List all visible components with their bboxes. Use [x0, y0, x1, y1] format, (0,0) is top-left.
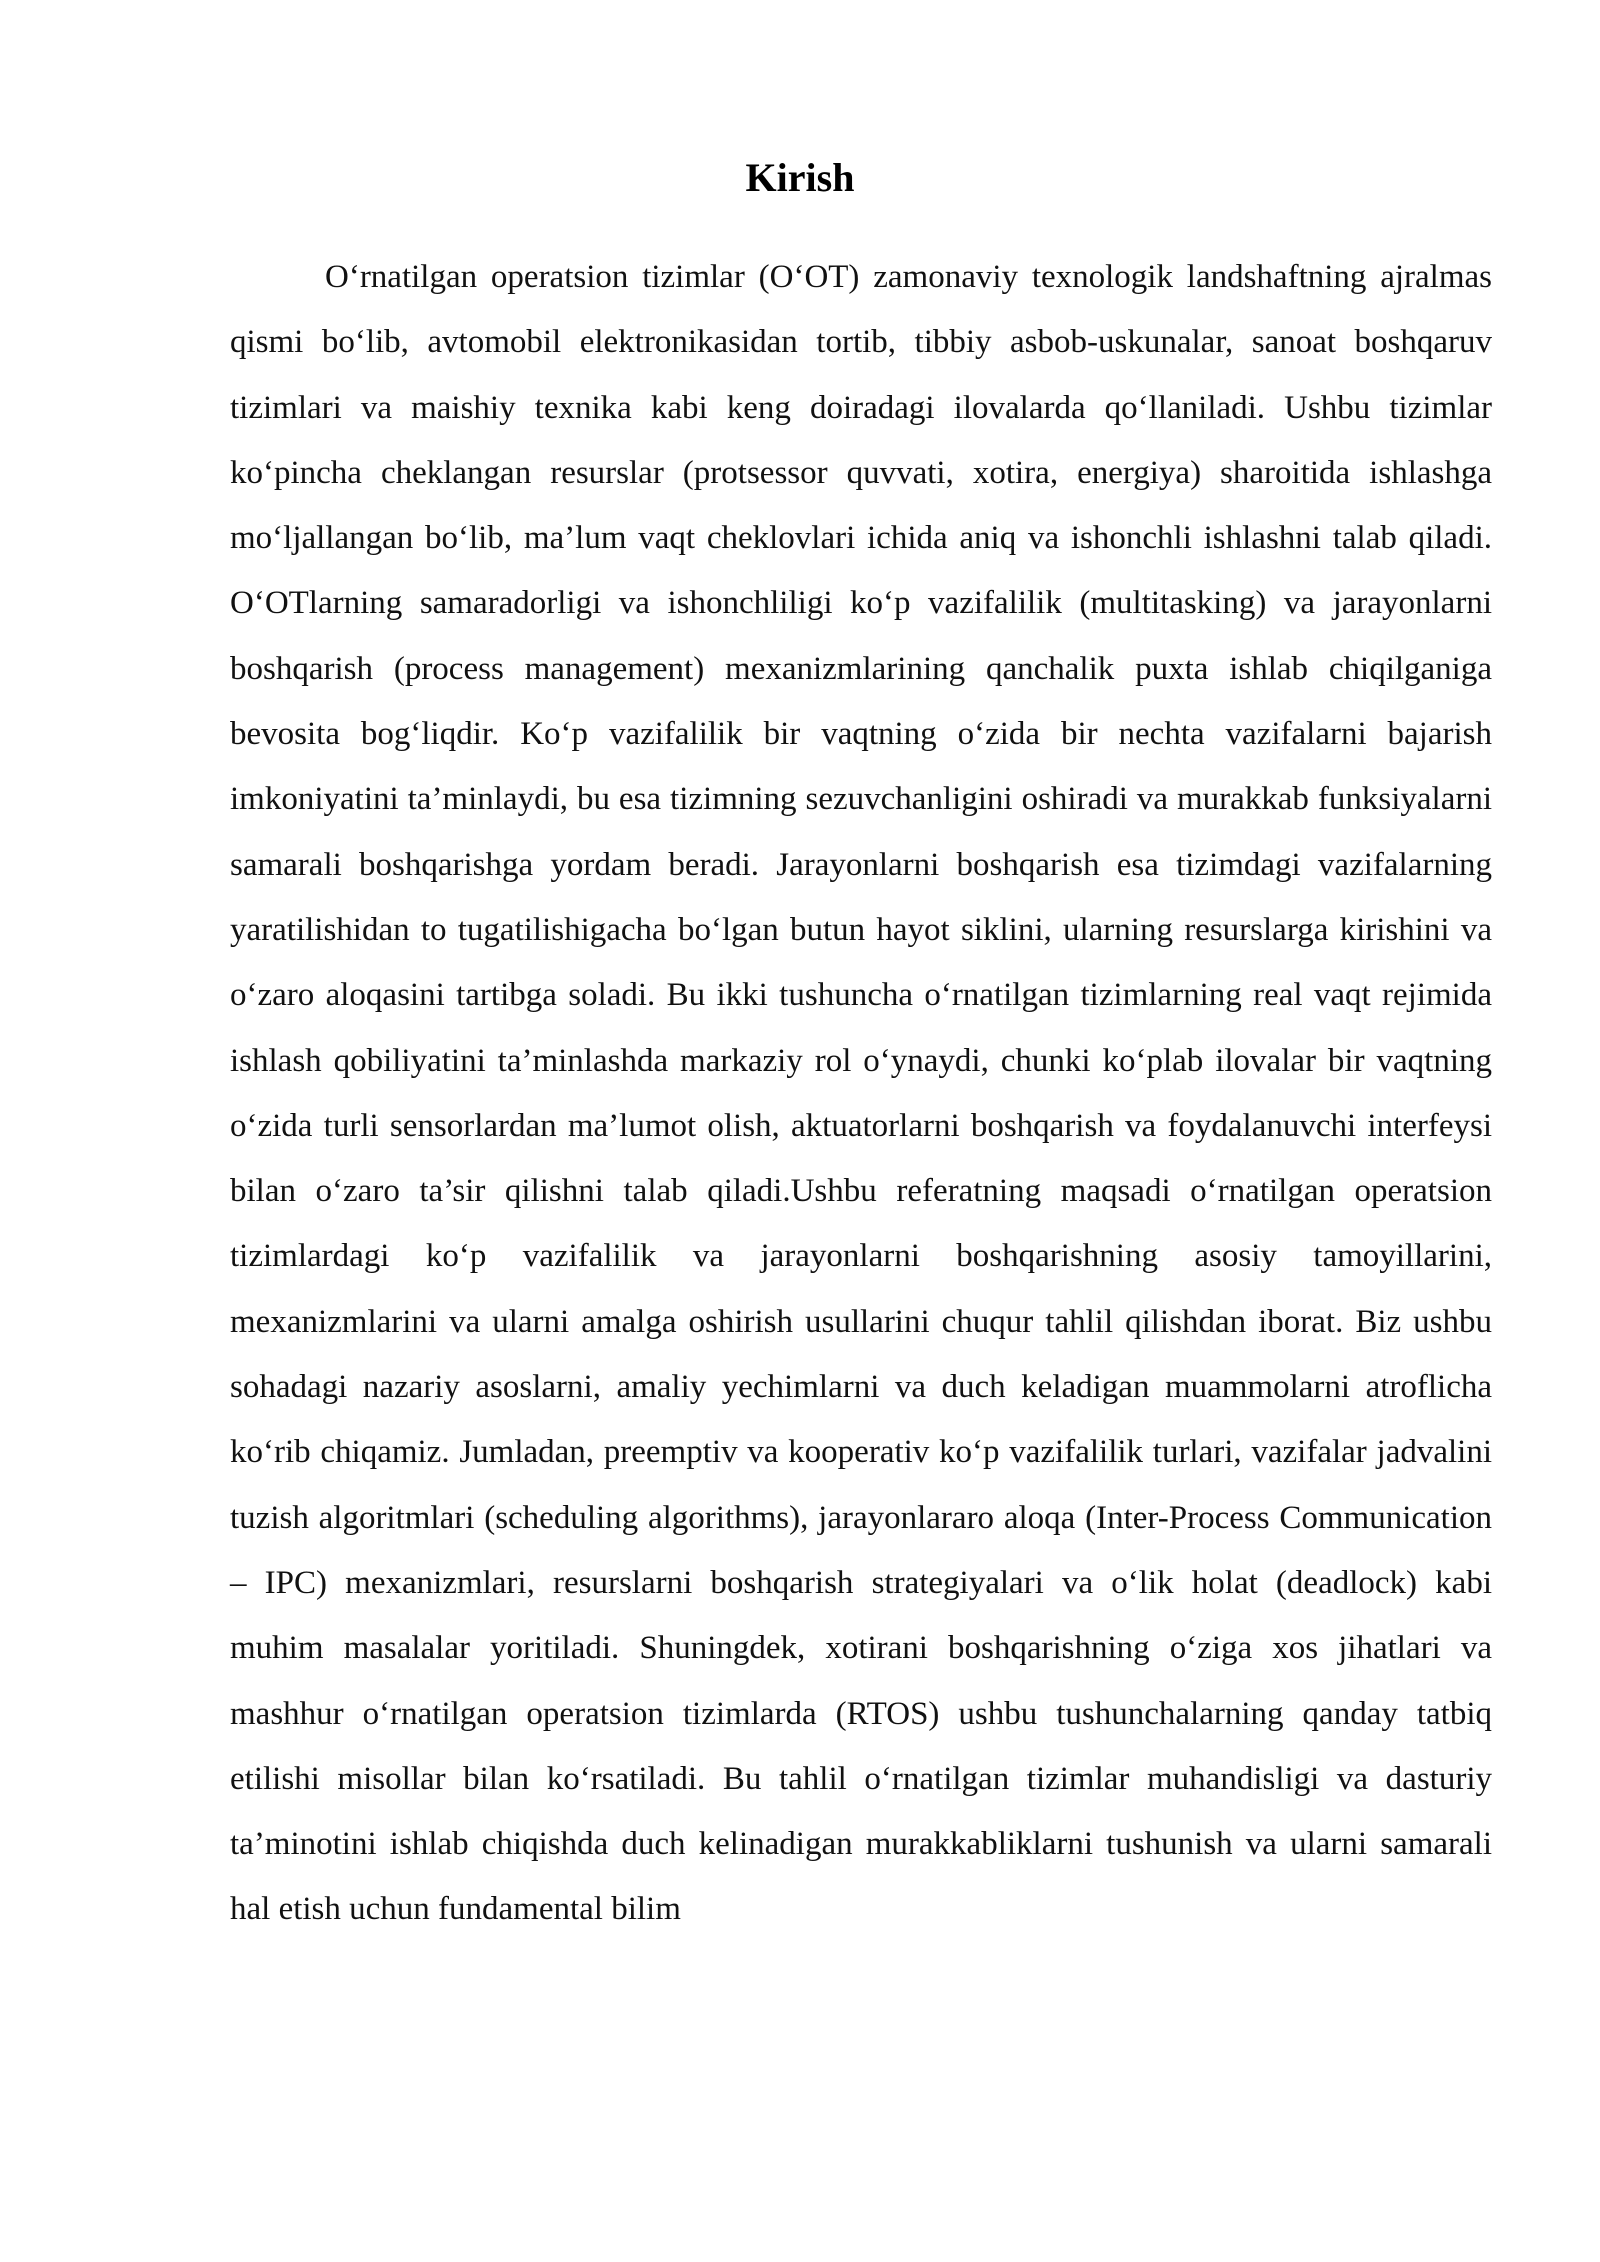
page-title: Kirish — [745, 155, 855, 200]
body-paragraph: O‘rnatilgan operatsion tizimlar (O‘OT) zamonaviy texnologik landshaftning ajralmas qismi bo‘lib, avtomobil elektronikasidan tortib, tibbiy asbob-uskunalar, sanoat boshqaruv tizimlari va maishiy texnika kabi keng doiradagi ilovalarda qo‘llaniladi. Ushbu tizimlar ko‘pincha cheklangan resurslar (protsessor quvvati, xotira, energiya) sharoitida ishlashga mo‘ljallangan bo‘lib, ma’lum vaqt cheklovlari ichida aniq va ishonchli ishlashni talab qiladi. O‘OTlarning samaradorligi va ishonchliligi ko‘p vazifalilik (multitasking) va jarayonlarni boshqarish (process management) mexanizmlarining qanchalik puxta ishlab chiqilganiga bevosita bog‘liqdir. Ko‘p vazifalilik bir vaqtning o‘zida bir nechta vazifalarni bajarish imkoniyatini ta’minlaydi, bu esa tizimning sezuvchanligini oshiradi va murakkab funksiyalarni samarali boshqarishga yordam beradi. Jarayonlarni boshqarish esa tizimdagi vazifalarning yaratilishidan to tugatilishigacha bo‘lgan butun hayot siklini, ularning resurslarga kirishini va o‘zaro aloqasini tartibga soladi. Bu ikki tushuncha o‘rnatilgan tizimlarning real vaqt rejimida ishlash qobiliyatini ta’minlashda markaziy rol o‘ynaydi, chunki ko‘plab ilovalar bir vaqtning o‘zida turli sensorlardan ma’lumot olish, aktuatorlarni boshqarish va foydalanuvchi interfeysi bilan o‘zaro ta’sir qilishni talab qiladi.Ushbu referatning maqsadi o‘rnatilgan operatsion tizimlardagi ko‘p vazifalilik va jarayonlarni boshqarishning asosiy tamoyillarini, mexanizmlarini va ularni amalga oshirish usullarini chuqur tahlil qilishdan iborat. Biz ushbu sohadagi nazariy asoslarni, amaliy yechimlarni va duch keladigan muammolarni atroflicha ko‘rib chiqamiz. Jumladan, preemptiv va kooperativ ko‘p vazifalilik turlari, vazifalar jadvalini tuzish algoritmlari (scheduling algorithms), jarayonlararo aloqa (Inter-Process Communication – IPC) mexanizmlari, resurslarni boshqarish strategiyalari va o‘lik holat (deadlock) kabi muhim masalalar yoritiladi. Shuningdek, xotirani boshqarishning o‘ziga xos jihatlari va mashhur o‘rnatilgan operatsion tizimlarda (RTOS) ushbu tushunchalarning qanday tatbiq etilishi misollar bilan ko‘rsatiladi. Bu tahlil o‘rnatilgan tizimlar muhandisligi va dasturiy ta’minotini ishlab chiqishda duch kelinadigan murakkabliklarni tushunish va ularni samarali hal etish uchun fundamental bilim — [230, 259, 1492, 1928]
